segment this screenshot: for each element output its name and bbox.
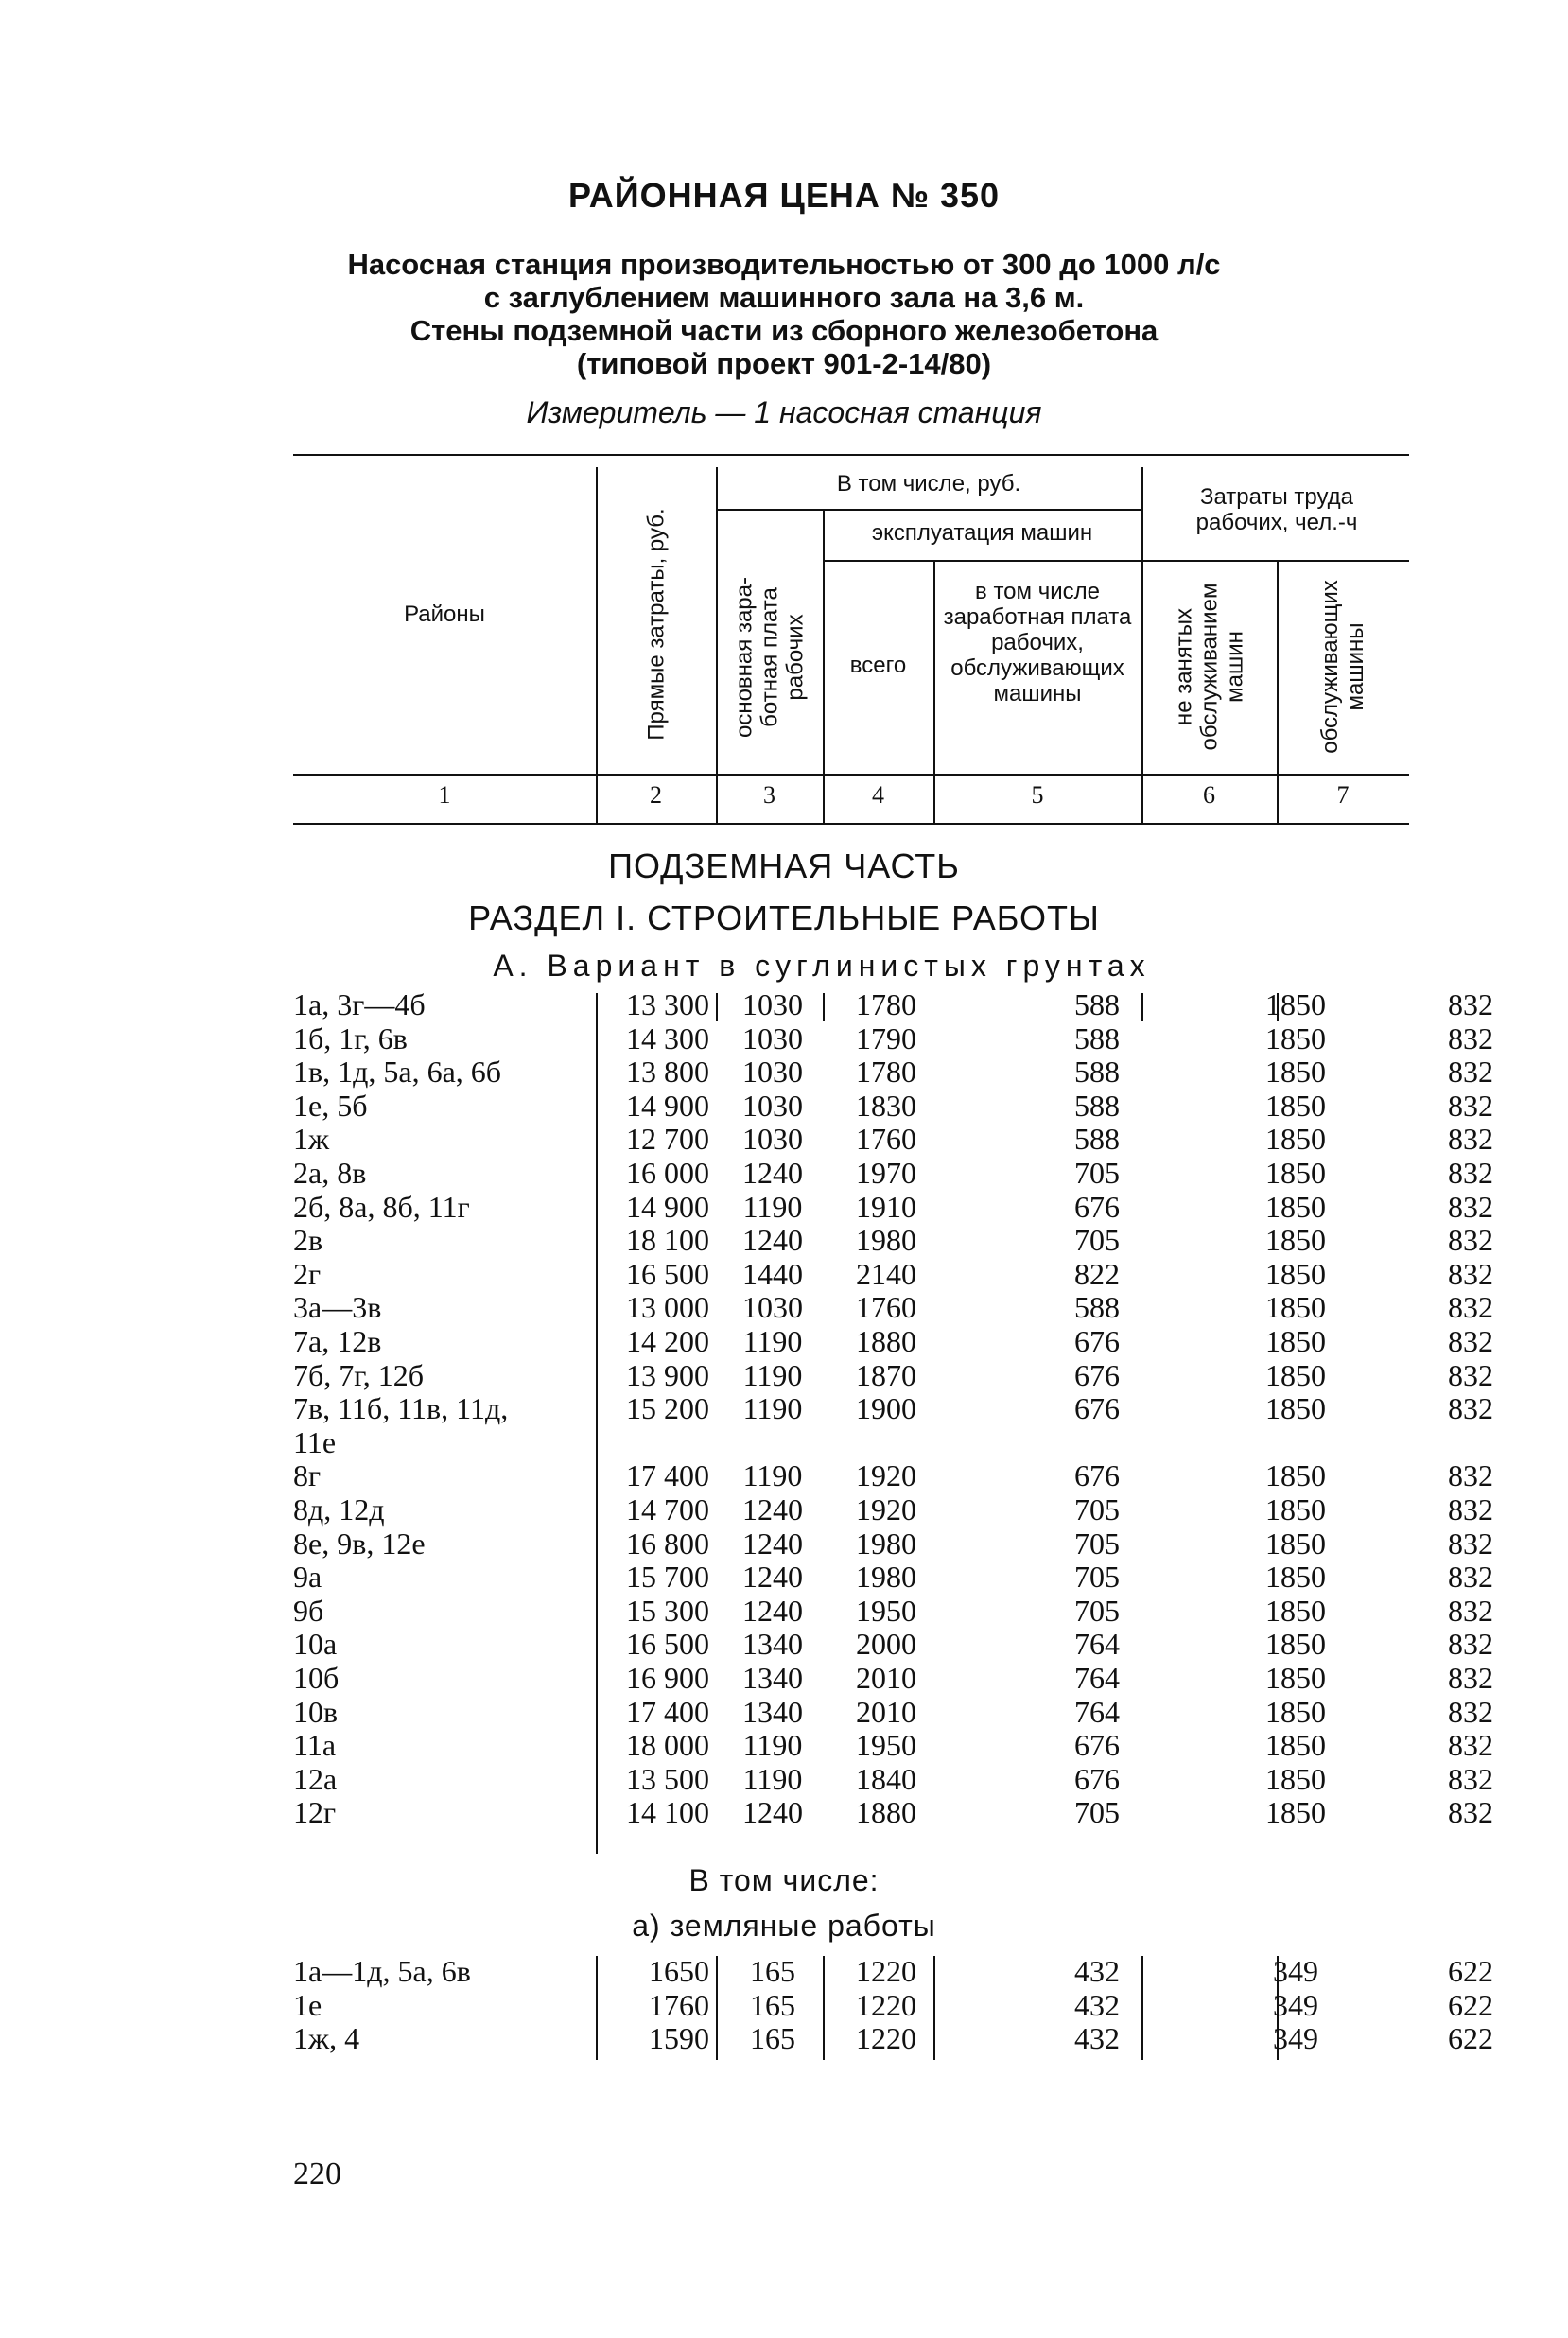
value-cell: 832 (1448, 1795, 1493, 1830)
value-cell: 14 200 (626, 1324, 709, 1358)
value-cell: 1970 (856, 1156, 916, 1190)
value-cell: 13 800 (626, 1055, 709, 1090)
col-number: 2 (650, 781, 662, 809)
value-cell: 1030 (742, 1055, 803, 1090)
value-cell: 832 (1448, 1256, 1493, 1291)
header-top-rule (293, 454, 1409, 456)
table-row (293, 1357, 1493, 1392)
table-row (293, 1954, 1493, 1988)
including-rule (716, 509, 1141, 511)
value-cell: 16 800 (626, 1526, 709, 1561)
value-cell: 1850 (1265, 1357, 1326, 1392)
table-row (293, 1593, 1493, 1628)
body-divider (933, 1956, 935, 2060)
district-cell: 1в, 1д, 5а, 6а, 6б (293, 1055, 502, 1090)
body-divider (716, 1956, 718, 2060)
body-divider (1277, 1956, 1279, 2060)
value-cell: 1190 (742, 1324, 803, 1358)
value-cell: 2000 (856, 1627, 916, 1662)
value-cell: 16 000 (626, 1156, 709, 1190)
district-cell: 7а, 12в (293, 1324, 382, 1358)
table-row (293, 1088, 1493, 1123)
table-row (293, 1021, 1493, 1056)
value-cell: 1030 (742, 987, 803, 1021)
table-row (293, 1425, 1409, 1459)
value-cell: 832 (1448, 1156, 1493, 1190)
value-cell: 14 700 (626, 1492, 709, 1527)
value-cell: 1590 (649, 2021, 709, 2056)
value-cell: 832 (1448, 1391, 1493, 1426)
table-row (293, 1324, 1493, 1358)
value-cell: 165 (750, 1954, 795, 1988)
value-cell: 1850 (1265, 1458, 1326, 1493)
table-row (293, 2021, 1493, 2056)
value-cell: 832 (1448, 1627, 1493, 1662)
col-number: 4 (872, 781, 884, 809)
value-cell: 832 (1448, 1088, 1493, 1123)
value-cell: 832 (1448, 1324, 1493, 1358)
value-cell: 1190 (742, 1458, 803, 1493)
value-cell: 1850 (1265, 1728, 1326, 1763)
subtitle-line: Стены подземной части из сборного железобетона (409, 314, 1159, 347)
value-cell: 1850 (1265, 1492, 1326, 1527)
body-divider (596, 1956, 598, 2060)
labor-rule (1141, 560, 1409, 562)
value-cell: 1780 (856, 1055, 916, 1090)
value-cell: 14 300 (626, 1021, 709, 1056)
value-cell: 1850 (1265, 1122, 1326, 1157)
value-cell: 832 (1448, 1290, 1493, 1325)
subtitle (0, 248, 1568, 380)
value-cell: 1240 (742, 1593, 803, 1628)
value-cell: 705 (1074, 1593, 1120, 1628)
variant-title: А. Вариант в суглинистых грунтах (493, 949, 1151, 983)
including-title: В том числе: (688, 1863, 880, 1897)
district-cell: 1ж, 4 (293, 2021, 360, 2056)
body-divider (1141, 1956, 1143, 2060)
header-incl-wage: в том числе заработная плата рабочих, обслуживающих машины (943, 579, 1132, 707)
value-cell: 832 (1448, 1021, 1493, 1056)
header-serving: обслуживающих машины (1317, 580, 1368, 754)
value-cell: 832 (1448, 1526, 1493, 1561)
value-cell: 676 (1074, 1357, 1120, 1392)
district-cell: 2а, 8в (293, 1156, 367, 1190)
district-cell: 8д, 12д (293, 1492, 385, 1527)
table-row (293, 1761, 1493, 1796)
value-cell: 705 (1074, 1223, 1120, 1258)
district-cell: 10а (293, 1627, 338, 1662)
value-cell: 16 500 (626, 1627, 709, 1662)
value-cell: 1760 (856, 1290, 916, 1325)
table-row (293, 1156, 1493, 1190)
value-cell: 832 (1448, 1728, 1493, 1763)
value-cell: 1220 (856, 1954, 916, 1988)
value-cell: 1030 (742, 1021, 803, 1056)
body-divider (1141, 993, 1143, 1021)
value-cell: 1850 (1265, 1021, 1326, 1056)
value-cell: 1220 (856, 1987, 916, 2022)
table-row (293, 987, 1493, 1021)
table-row (293, 1492, 1493, 1527)
value-cell: 622 (1448, 2021, 1493, 2056)
value-cell: 1880 (856, 1324, 916, 1358)
col-number: 1 (438, 781, 451, 809)
value-cell: 588 (1074, 987, 1120, 1021)
table-row (293, 1627, 1493, 1662)
value-cell: 705 (1074, 1526, 1120, 1561)
header-divider (1141, 467, 1143, 823)
body-divider (1277, 993, 1279, 1021)
district-cell: 12а (293, 1761, 338, 1796)
col-number: 5 (1031, 781, 1044, 809)
body-divider (823, 1956, 825, 2060)
value-cell: 1850 (1265, 1290, 1326, 1325)
value-cell: 676 (1074, 1458, 1120, 1493)
value-cell: 1850 (1265, 1324, 1326, 1358)
table-row (293, 1987, 1493, 2022)
value-cell: 2010 (856, 1661, 916, 1695)
value-cell: 1880 (856, 1795, 916, 1830)
value-cell: 1850 (1265, 1526, 1326, 1561)
value-cell: 1760 (649, 1987, 709, 2022)
table-row (293, 1223, 1493, 1258)
value-cell: 14 900 (626, 1088, 709, 1123)
value-cell: 1870 (856, 1357, 916, 1392)
value-cell: 17 400 (626, 1694, 709, 1729)
value-cell: 622 (1448, 1987, 1493, 2022)
header-machine-operation: эксплуатация машин (871, 520, 1093, 546)
value-cell: 18 100 (626, 1223, 709, 1258)
part-title: ПОДЗЕМНАЯ ЧАСТЬ (608, 846, 960, 885)
header-including: В том числе, руб. (836, 471, 1021, 497)
value-cell: 1850 (1265, 1223, 1326, 1258)
district-cell: 1е (293, 1987, 322, 2022)
value-cell: 15 200 (626, 1391, 709, 1426)
value-cell: 12 700 (626, 1122, 709, 1157)
value-cell: 822 (1074, 1256, 1120, 1291)
value-cell: 832 (1448, 1357, 1493, 1392)
table-row (293, 1122, 1493, 1157)
value-cell: 1780 (856, 987, 916, 1021)
value-cell: 13 300 (626, 987, 709, 1021)
header-not-busy: не занятых обслуживанием машин (1171, 583, 1248, 751)
district-cell: 8е, 9в, 12е (293, 1526, 426, 1561)
table-row (293, 1055, 1493, 1090)
body-divider (716, 993, 718, 1021)
value-cell: 1240 (742, 1526, 803, 1561)
value-cell: 1240 (742, 1492, 803, 1527)
value-cell: 676 (1074, 1728, 1120, 1763)
value-cell: 1850 (1265, 1593, 1326, 1628)
table-row (293, 1661, 1493, 1695)
district-cell: 2б, 8а, 8б, 11г (293, 1189, 470, 1224)
value-cell: 1850 (1265, 1627, 1326, 1662)
table-row (293, 1391, 1493, 1426)
district-cell: 2г (293, 1256, 322, 1291)
value-cell: 676 (1074, 1391, 1120, 1426)
section-title: РАЗДЕЛ I. СТРОИТЕЛЬНЫЕ РАБОТЫ (468, 899, 1100, 937)
machines-rule (823, 560, 1141, 562)
value-cell: 1850 (1265, 1256, 1326, 1291)
col-number: 7 (1336, 781, 1350, 809)
subtitle-line: с заглублением машинного зала на 3,6 м. (483, 281, 1085, 314)
value-cell: 1030 (742, 1290, 803, 1325)
value-cell: 705 (1074, 1795, 1120, 1830)
district-cell: 3а—3в (293, 1290, 382, 1325)
value-cell: 1850 (1265, 1560, 1326, 1595)
value-cell: 705 (1074, 1492, 1120, 1527)
value-cell: 1220 (856, 2021, 916, 2056)
value-cell: 349 (1273, 2021, 1318, 2056)
value-cell: 17 400 (626, 1458, 709, 1493)
value-cell: 1850 (1265, 1088, 1326, 1123)
value-cell: 1950 (856, 1593, 916, 1628)
value-cell: 1920 (856, 1492, 916, 1527)
value-cell: 1900 (856, 1391, 916, 1426)
page-title: РАЙОННАЯ ЦЕНА № 350 (567, 176, 1001, 215)
header-bottom-rule (293, 774, 1409, 776)
table-row (293, 1728, 1493, 1763)
value-cell: 1850 (1265, 987, 1326, 1021)
value-cell: 832 (1448, 1189, 1493, 1224)
page-number: 220 (293, 2156, 341, 2191)
value-cell: 1790 (856, 1021, 916, 1056)
value-cell: 588 (1074, 1088, 1120, 1123)
value-cell: 1840 (856, 1761, 916, 1796)
district-cell: 10б (293, 1661, 340, 1695)
value-cell: 1340 (742, 1694, 803, 1729)
body-divider (823, 993, 825, 1021)
district-cell: 7б, 7г, 12б (293, 1357, 425, 1392)
colnum-rule (293, 823, 1409, 825)
value-cell: 1850 (1265, 1156, 1326, 1190)
value-cell: 1920 (856, 1458, 916, 1493)
value-cell: 1850 (1265, 1189, 1326, 1224)
measure-unit: Измеритель — 1 насосная станция (526, 395, 1042, 429)
value-cell: 15 700 (626, 1560, 709, 1595)
value-cell: 1950 (856, 1728, 916, 1763)
value-cell: 1190 (742, 1357, 803, 1392)
value-cell: 1190 (742, 1189, 803, 1224)
value-cell: 165 (750, 1987, 795, 2022)
value-cell: 1830 (856, 1088, 916, 1123)
value-cell: 16 500 (626, 1256, 709, 1291)
value-cell: 676 (1074, 1761, 1120, 1796)
value-cell: 622 (1448, 1954, 1493, 1988)
value-cell: 1190 (742, 1391, 803, 1426)
value-cell: 764 (1074, 1661, 1120, 1695)
value-cell: 1440 (742, 1256, 803, 1291)
district-cell: 1б, 1г, 6в (293, 1021, 408, 1056)
value-cell: 1240 (742, 1795, 803, 1830)
value-cell: 432 (1074, 1987, 1120, 2022)
value-cell: 1240 (742, 1223, 803, 1258)
value-cell: 16 900 (626, 1661, 709, 1695)
value-cell: 349 (1273, 1987, 1318, 2022)
subtitle-line: (типовой проект 901-2-14/80) (576, 347, 992, 380)
table-row (293, 1526, 1493, 1561)
value-cell: 588 (1074, 1290, 1120, 1325)
value-cell: 1190 (742, 1761, 803, 1796)
header-basic-wage: основная зара-ботная плата рабочих (731, 577, 809, 739)
value-cell: 1850 (1265, 1761, 1326, 1796)
value-cell: 1980 (856, 1526, 916, 1561)
value-cell: 832 (1448, 1593, 1493, 1628)
value-cell: 1850 (1265, 1694, 1326, 1729)
value-cell: 1910 (856, 1189, 916, 1224)
value-cell: 1240 (742, 1156, 803, 1190)
value-cell: 1980 (856, 1223, 916, 1258)
value-cell: 764 (1074, 1627, 1120, 1662)
value-cell: 832 (1448, 1458, 1493, 1493)
value-cell: 13 900 (626, 1357, 709, 1392)
value-cell: 1850 (1265, 1391, 1326, 1426)
district-cell: 7в, 11б, 11в, 11д, (293, 1391, 509, 1426)
value-cell: 676 (1074, 1189, 1120, 1224)
district-cell: 12г (293, 1795, 337, 1830)
value-cell: 1240 (742, 1560, 803, 1595)
value-cell: 705 (1074, 1156, 1120, 1190)
district-cell: 9а (293, 1560, 322, 1595)
district-cell: 8г (293, 1458, 322, 1493)
table-row (293, 1189, 1493, 1224)
district-cell: 1е, 5б (293, 1088, 368, 1123)
value-cell: 832 (1448, 1761, 1493, 1796)
table-row (293, 1458, 1493, 1493)
value-cell: 1340 (742, 1661, 803, 1695)
table-row (293, 1795, 1493, 1830)
value-cell: 14 900 (626, 1189, 709, 1224)
value-cell: 832 (1448, 1661, 1493, 1695)
header-labor: Затраты труда рабочих, чел.-ч (1195, 484, 1358, 535)
value-cell: 705 (1074, 1560, 1120, 1595)
value-cell: 588 (1074, 1122, 1120, 1157)
value-cell: 1850 (1265, 1795, 1326, 1830)
header-divider (716, 467, 718, 823)
table-row (293, 1256, 1493, 1291)
value-cell: 832 (1448, 987, 1493, 1021)
value-cell: 1760 (856, 1122, 916, 1157)
value-cell: 14 100 (626, 1795, 709, 1830)
header-total: всего (849, 653, 907, 678)
value-cell: 1190 (742, 1728, 803, 1763)
value-cell: 832 (1448, 1694, 1493, 1729)
value-cell: 432 (1074, 1954, 1120, 1988)
value-cell: 349 (1273, 1954, 1318, 1988)
value-cell: 432 (1074, 2021, 1120, 2056)
district-cell: 11а (293, 1728, 337, 1763)
value-cell: 165 (750, 2021, 795, 2056)
district-cell: 11е (293, 1424, 337, 1459)
col-number: 6 (1203, 781, 1215, 809)
district-cell: 9б (293, 1593, 324, 1628)
district-cell: 1а—1д, 5а, 6в (293, 1954, 471, 1988)
value-cell: 1030 (742, 1122, 803, 1157)
district-cell: 1ж (293, 1122, 330, 1157)
subtitle-line: Насосная станция производительностью от 300 до 1000 л/с (347, 248, 1221, 281)
value-cell: 832 (1448, 1122, 1493, 1157)
value-cell: 832 (1448, 1492, 1493, 1527)
value-cell: 832 (1448, 1560, 1493, 1595)
value-cell: 1030 (742, 1088, 803, 1123)
body-divider (596, 993, 598, 1854)
value-cell: 1850 (1265, 1055, 1326, 1090)
value-cell: 588 (1074, 1021, 1120, 1056)
value-cell: 1650 (649, 1954, 709, 1988)
value-cell: 832 (1448, 1055, 1493, 1090)
col-number: 3 (763, 781, 775, 809)
value-cell: 18 000 (626, 1728, 709, 1763)
earthworks-title: а) земляные работы (632, 1909, 936, 1943)
table-row (293, 1694, 1493, 1729)
value-cell: 676 (1074, 1324, 1120, 1358)
value-cell: 13 500 (626, 1761, 709, 1796)
header-divider (596, 467, 598, 823)
value-cell: 764 (1074, 1694, 1120, 1729)
value-cell: 13 000 (626, 1290, 709, 1325)
value-cell: 1850 (1265, 1661, 1326, 1695)
district-cell: 2в (293, 1223, 323, 1258)
district-cell: 1а, 3г—4б (293, 987, 426, 1021)
table-row (293, 1560, 1493, 1595)
header-direct-costs: Прямые затраты, руб. (643, 508, 670, 741)
value-cell: 2140 (856, 1256, 916, 1291)
district-cell: 10в (293, 1694, 339, 1729)
value-cell: 2010 (856, 1694, 916, 1729)
value-cell: 15 300 (626, 1593, 709, 1628)
value-cell: 588 (1074, 1055, 1120, 1090)
value-cell: 1340 (742, 1627, 803, 1662)
value-cell: 832 (1448, 1223, 1493, 1258)
header-districts: Районы (404, 602, 485, 627)
table-row (293, 1290, 1493, 1325)
value-cell: 1980 (856, 1560, 916, 1595)
